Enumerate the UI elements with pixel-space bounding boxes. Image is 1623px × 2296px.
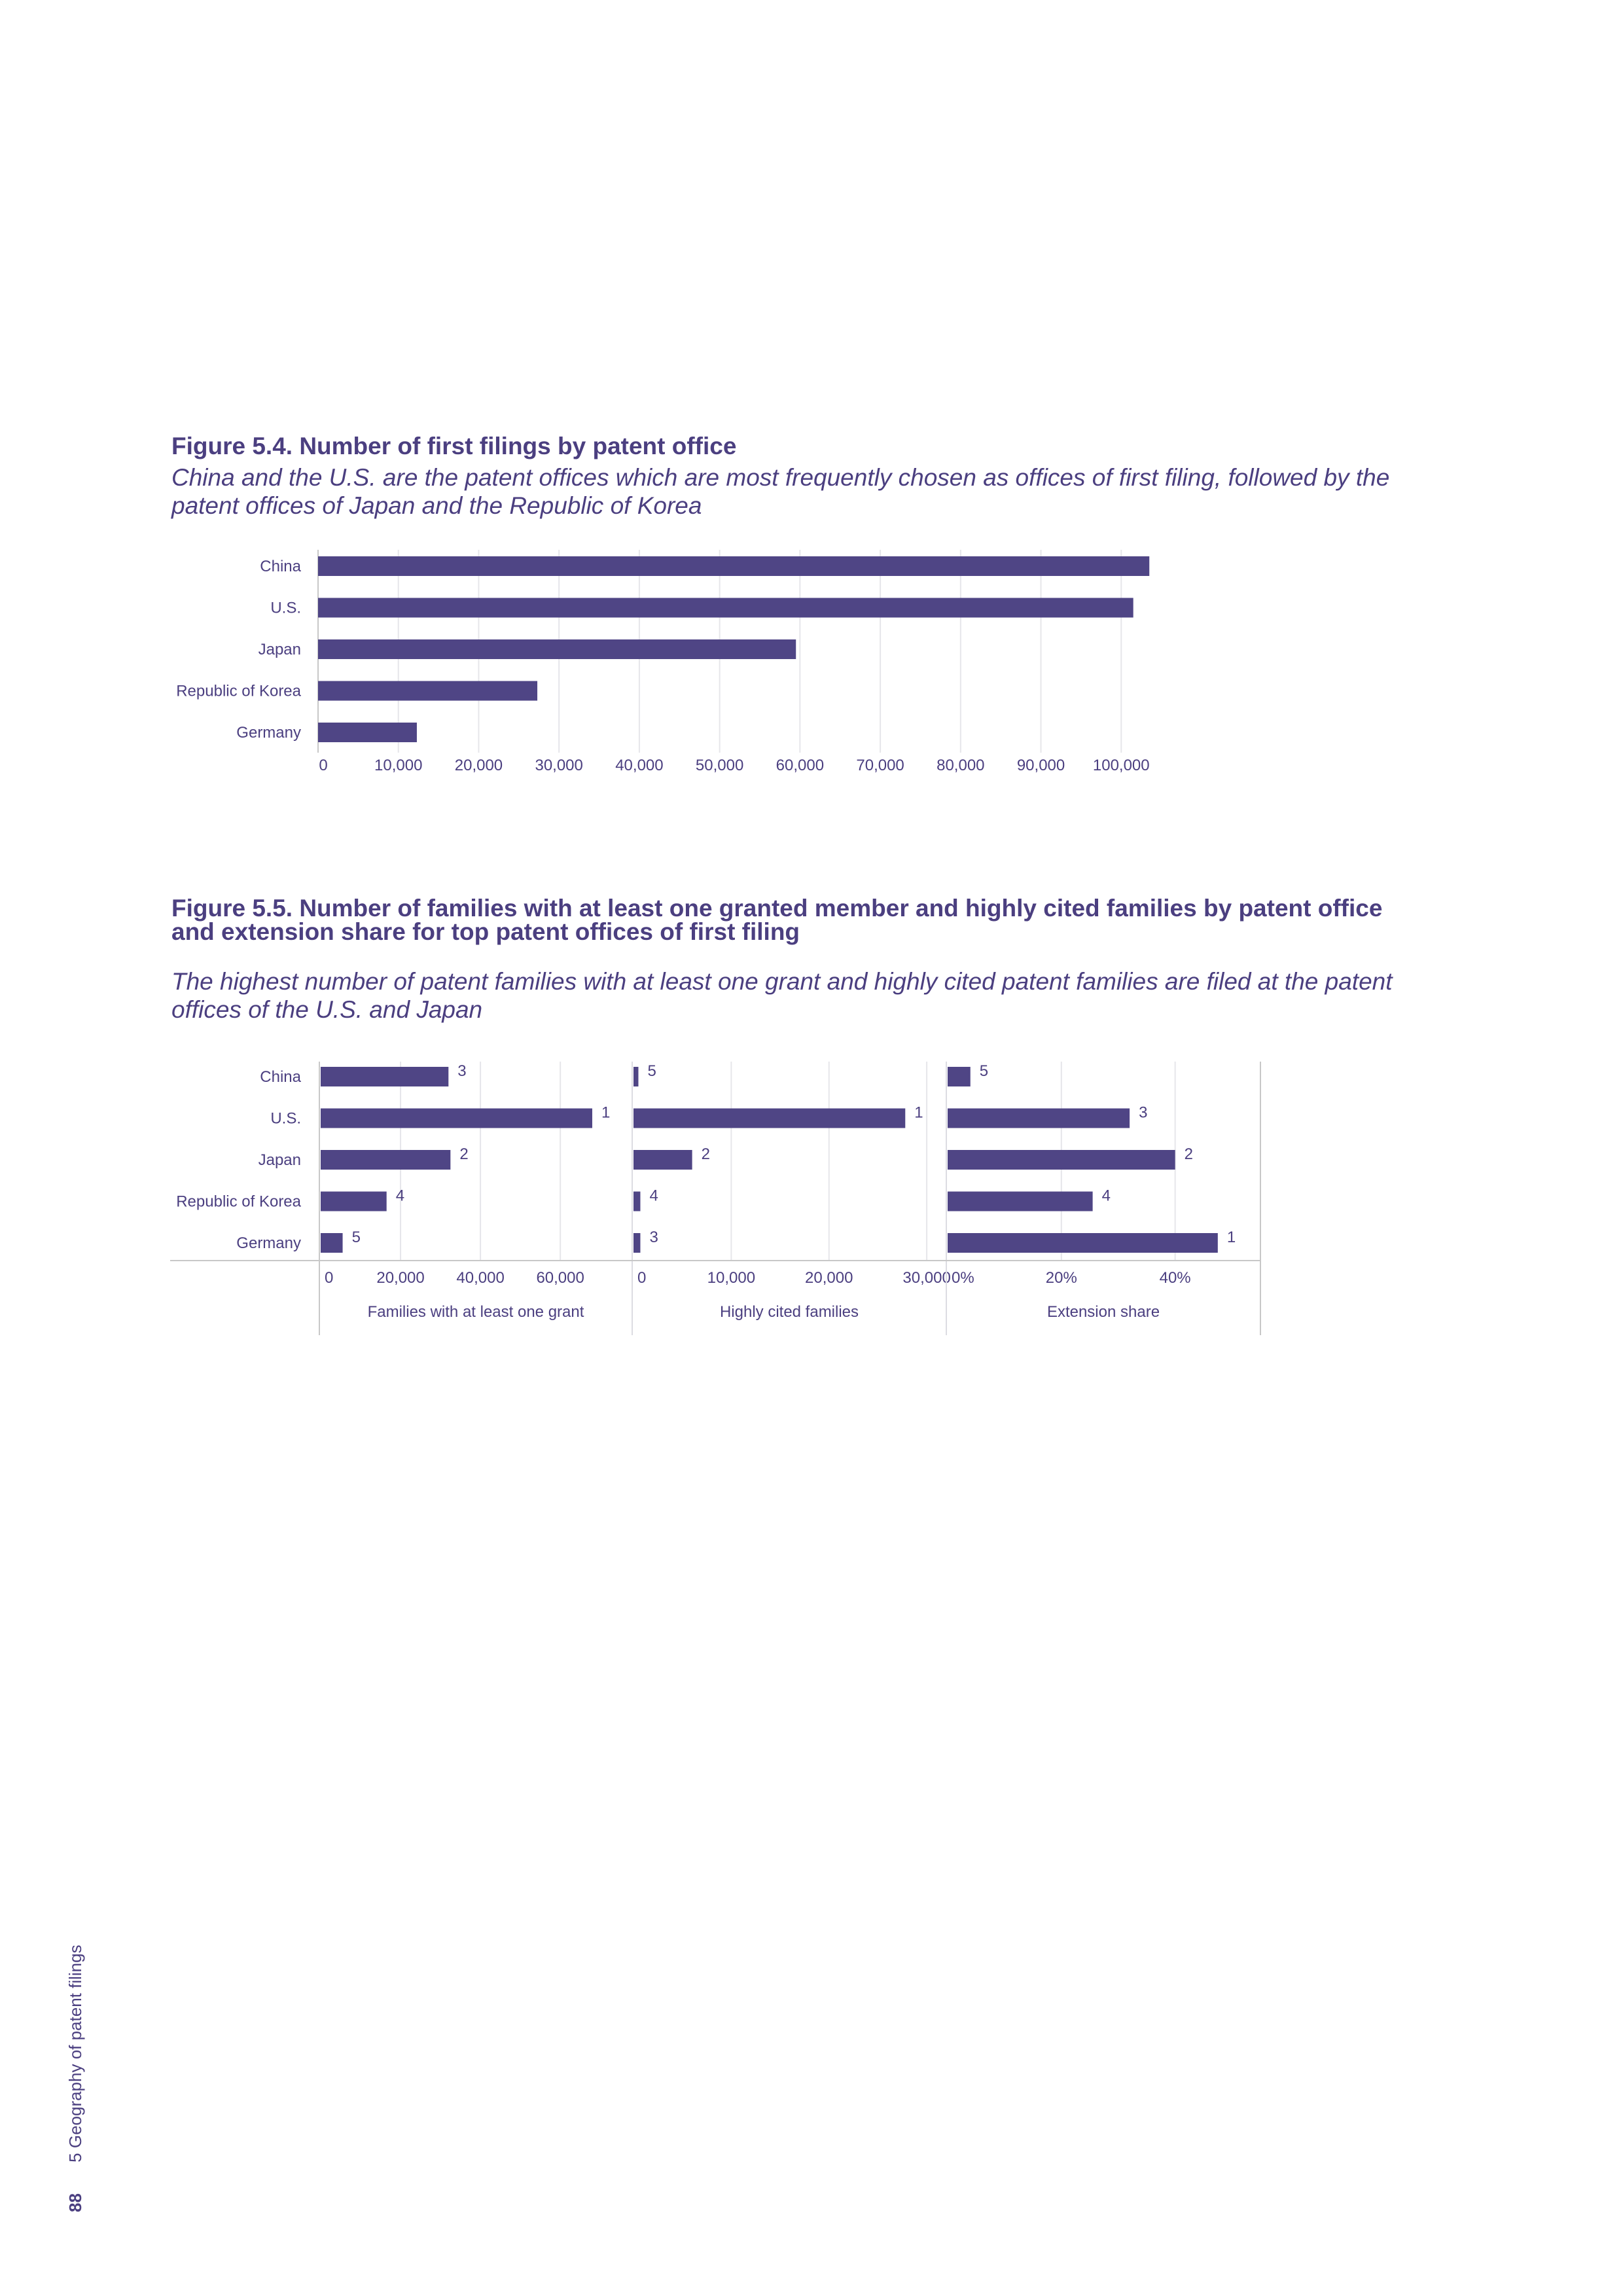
category-label: U.S. <box>270 599 301 617</box>
category-label: Germany <box>236 724 301 742</box>
x-tick-label: 40% <box>1159 1269 1191 1287</box>
bar-japan <box>318 639 796 659</box>
bar-families-with-at-least-one-grant-u-s <box>321 1109 592 1128</box>
rank-label: 5 <box>979 1062 989 1080</box>
bar-extension-share-germany <box>948 1233 1218 1253</box>
category-label: Japan <box>258 641 301 658</box>
bar-highly-cited-families-china <box>633 1067 638 1086</box>
bar-families-with-at-least-one-grant-japan <box>321 1150 450 1170</box>
rank-label: 4 <box>395 1187 405 1205</box>
category-label: China <box>260 558 301 575</box>
figure-5-5-chart <box>0 1047 1623 1374</box>
bar-extension-share-republic-of-korea <box>948 1192 1093 1211</box>
rank-label: 1 <box>914 1103 923 1122</box>
x-tick-label: 30,000 <box>535 757 583 774</box>
x-tick-label: 100,000 <box>1092 757 1150 774</box>
rank-label: 5 <box>351 1229 361 1246</box>
bar-china <box>318 556 1149 576</box>
rank-label: 1 <box>601 1103 611 1122</box>
bar-highly-cited-families-germany <box>633 1233 640 1253</box>
panel-title: Highly cited families <box>719 1303 859 1321</box>
bar-republic-of-korea <box>318 681 537 701</box>
category-label: Republic of Korea <box>176 1193 301 1211</box>
bar-extension-share-japan <box>948 1150 1175 1170</box>
category-label: Germany <box>236 1234 301 1252</box>
rank-label: 4 <box>1101 1187 1111 1205</box>
bar-families-with-at-least-one-grant-china <box>321 1067 448 1086</box>
bar-highly-cited-families-u-s <box>633 1109 905 1128</box>
rank-label: 1 <box>1226 1229 1236 1246</box>
x-tick-label: 60,000 <box>536 1269 584 1287</box>
x-tick-label: 0 <box>319 757 328 774</box>
x-tick-label: 0 <box>637 1269 647 1287</box>
bar-highly-cited-families-japan <box>633 1150 692 1170</box>
rank-label: 5 <box>647 1062 656 1080</box>
x-tick-label: 60,000 <box>776 757 825 774</box>
rank-label: 2 <box>1184 1145 1193 1163</box>
x-tick-label: 50,000 <box>695 757 744 774</box>
bar-highly-cited-families-republic-of-korea <box>633 1192 640 1211</box>
x-tick-label: 10,000 <box>707 1269 756 1287</box>
page-number: 88 <box>65 2193 85 2212</box>
category-label: U.S. <box>270 1109 301 1128</box>
x-tick-label: 10,000 <box>374 757 423 774</box>
category-label: Japan <box>258 1151 301 1169</box>
bar-extension-share-u-s <box>948 1109 1130 1128</box>
rank-label: 2 <box>701 1145 710 1163</box>
figure-5-5-title: Figure 5.5. Number of families with at least one granted member and highly cited families by patent office and extension share for top patent offices of first filing <box>171 895 1383 945</box>
bar-families-with-at-least-one-grant-republic-of-korea <box>321 1192 387 1211</box>
rank-label: 2 <box>459 1145 469 1163</box>
panel-title: Extension share <box>1046 1303 1160 1321</box>
x-tick-label: 40,000 <box>456 1269 505 1287</box>
x-tick-label: 80,000 <box>936 757 985 774</box>
x-tick-label: 20,000 <box>454 757 503 774</box>
figure-5-4-subtitle: China and the U.S. are the patent offices which are most frequently chosen as offices of first filing, followed by the patent offices of Japan and the Republic of Korea <box>171 464 1390 519</box>
x-tick-label: 0% <box>952 1269 974 1287</box>
rank-label: 3 <box>1139 1103 1148 1122</box>
x-tick-label: 20% <box>1045 1269 1077 1287</box>
x-tick-label: 90,000 <box>1016 757 1065 774</box>
bar-families-with-at-least-one-grant-germany <box>321 1233 343 1253</box>
category-label: China <box>260 1068 301 1086</box>
x-tick-label: 0 <box>325 1269 334 1287</box>
section-label: 5 Geography of patent filings <box>65 1945 85 2162</box>
x-tick-label: 70,000 <box>856 757 904 774</box>
rank-label: 3 <box>457 1062 467 1080</box>
x-tick-label: 30,000 <box>902 1269 951 1287</box>
panel-title: Families with at least one grant <box>367 1303 584 1321</box>
bar-extension-share-china <box>948 1067 971 1086</box>
rank-label: 3 <box>649 1229 658 1246</box>
rank-label: 4 <box>649 1187 658 1205</box>
bar-germany <box>318 723 417 742</box>
page-footer <box>62 1820 88 2212</box>
x-tick-label: 20,000 <box>376 1269 425 1287</box>
category-label: Republic of Korea <box>176 682 301 700</box>
figure-5-4-chart <box>0 537 1623 798</box>
figure-5-4-title: Figure 5.4. Number of first filings by patent office <box>171 433 737 459</box>
figure-5-5-subtitle: The highest number of patent families with at least one grant and highly cited patent families are filed at the patent offices of the U.S. and Japan <box>171 968 1393 1023</box>
bar-u-s <box>318 598 1133 618</box>
x-tick-label: 20,000 <box>805 1269 853 1287</box>
x-tick-label: 40,000 <box>615 757 664 774</box>
